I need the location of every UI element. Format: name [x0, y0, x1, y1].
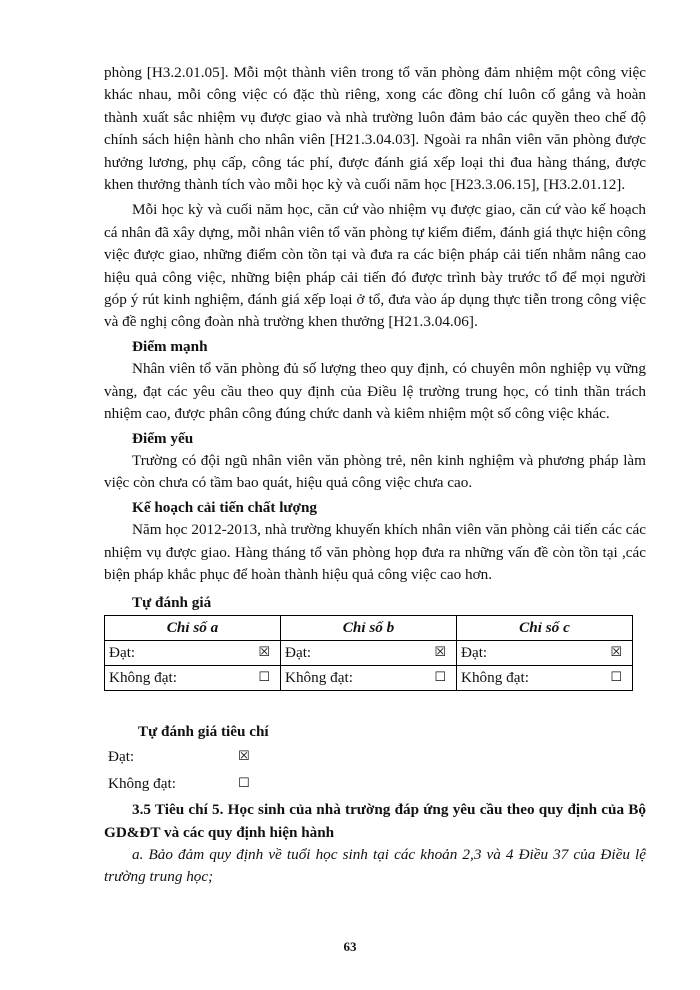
self-eval-table: [104, 615, 633, 691]
section-item-a: a. Bảo đảm quy định về tuổi học sinh tại các khoản 2,3 và 4 Điều 37 của Điều lệ trường trung học;: [104, 845, 646, 886]
unchecked-box-icon[interactable]: ☐: [434, 670, 446, 686]
section-title: 3.5 Tiêu chí 5. Học sinh của nhà trường đáp ứng yêu cầu theo quy định của Bộ GD&ĐT và các quy định hiện hành: [104, 801, 646, 841]
table-header-row: [105, 615, 633, 640]
fail-label: Không đạt:: [285, 668, 353, 686]
paragraph-2: Mỗi học kỳ và cuối năm học, căn cứ vào nhiệm vụ được giao, căn cứ vào kế hoạch cá nhân đã xây dựng, mỗi nhân viên tổ văn phòng tự kiểm điểm, đánh giá thực hiện công việc được giao, những điểm còn tồn tại và đưa ra các biện pháp cải tiến nhằm nâng cao hiệu quả công việc, những biện pháp cải tiến đó được trình bày trước tổ để mọi người góp ý rút kinh nghiệm, đánh giá xếp loại ở tổ, đưa vào áp dụng thực tiễn trong công việc và đề nghị công đoàn nhà trường khen thưởng [H21.3.04.06].: [104, 201, 646, 331]
unchecked-box-icon[interactable]: ☐: [258, 670, 270, 686]
pass-label: Đạt:: [461, 643, 488, 661]
page-number: 63: [343, 939, 357, 954]
table-row-fail: [105, 665, 633, 690]
paragraph-weakness: Trường có đội ngũ nhân viên văn phòng trẻ, nên kinh nghiệm và phương pháp làm việc còn chưa có tầm bao quát, hiệu quả công việc chưa cao.: [104, 451, 646, 492]
paragraph-1: phòng [H3.2.01.05]. Mỗi một thành viên trong tổ văn phòng đảm nhiệm một công việc khác nhau, mỗi công việc có đặc thù riêng, xong các đồng chí luôn cố gắng và hoàn thành xuất sắc nhiệm vụ được giao và nhà trường luôn đảm bảo các quyền theo chế độ chính sách hiện hành cho nhân viên [H21.3.04.03]. Ngoài ra nhân viên văn phòng được hưởng lương, phụ cấp, công tác phí, được đánh giá xếp loại thi đua hàng tháng, được khen thưởng thành tích vào mỗi học kỳ và cuối năm học [H23.3.06.15], [H3.2.01.12].: [104, 64, 646, 194]
table-row-pass: [105, 640, 633, 665]
checked-box-icon[interactable]: ☒: [434, 645, 446, 661]
self-eval-title: Tự đánh giá: [132, 594, 212, 612]
pass-label: Đạt:: [109, 643, 136, 661]
checked-box-icon[interactable]: ☒: [610, 645, 622, 661]
pass-label: Đạt:: [285, 643, 312, 661]
criterion-fail-label: Không đạt:: [108, 774, 176, 792]
unchecked-box-icon[interactable]: ☐: [238, 776, 250, 792]
header-index-a: Chỉ số a: [105, 615, 281, 640]
header-index-c: Chỉ số c: [457, 615, 633, 640]
document-page: [104, 62, 646, 889]
checked-box-icon[interactable]: ☒: [238, 749, 250, 765]
header-index-b: Chỉ số b: [281, 615, 457, 640]
heading-plan: Kế hoạch cải tiến chất lượng: [132, 498, 318, 516]
fail-label: Không đạt:: [461, 668, 529, 686]
fail-label: Không đạt:: [109, 668, 177, 686]
paragraph-strength: Nhân viên tổ văn phòng đủ số lượng theo quy định, có chuyên môn nghiệp vụ vững vàng, đạt các yêu cầu theo quy định của Điều lệ trường trung học, có tinh thần trách nhiệm cao, được phân công đúng chức danh và kiêm nhiệm một số công việc khác.: [104, 360, 646, 423]
heading-weakness: Điểm yếu: [132, 429, 194, 447]
criterion-pass-label: Đạt:: [108, 747, 135, 765]
heading-strength: Điểm mạnh: [132, 337, 208, 355]
criterion-eval-title: Tự đánh giá tiêu chí: [138, 722, 269, 740]
criterion-eval: [108, 743, 646, 797]
unchecked-box-icon[interactable]: ☐: [610, 670, 622, 686]
paragraph-plan: Năm học 2012-2013, nhà trường khuyến khích nhân viên văn phòng cải tiến các các nhiệm vụ được giao. Hàng tháng tổ văn phòng họp đưa ra những vấn đề còn tồn tại ,các biện pháp khắc phục để hoàn thành hiệu quả công việc cao hơn.: [104, 521, 646, 583]
checked-box-icon[interactable]: ☒: [258, 645, 270, 661]
